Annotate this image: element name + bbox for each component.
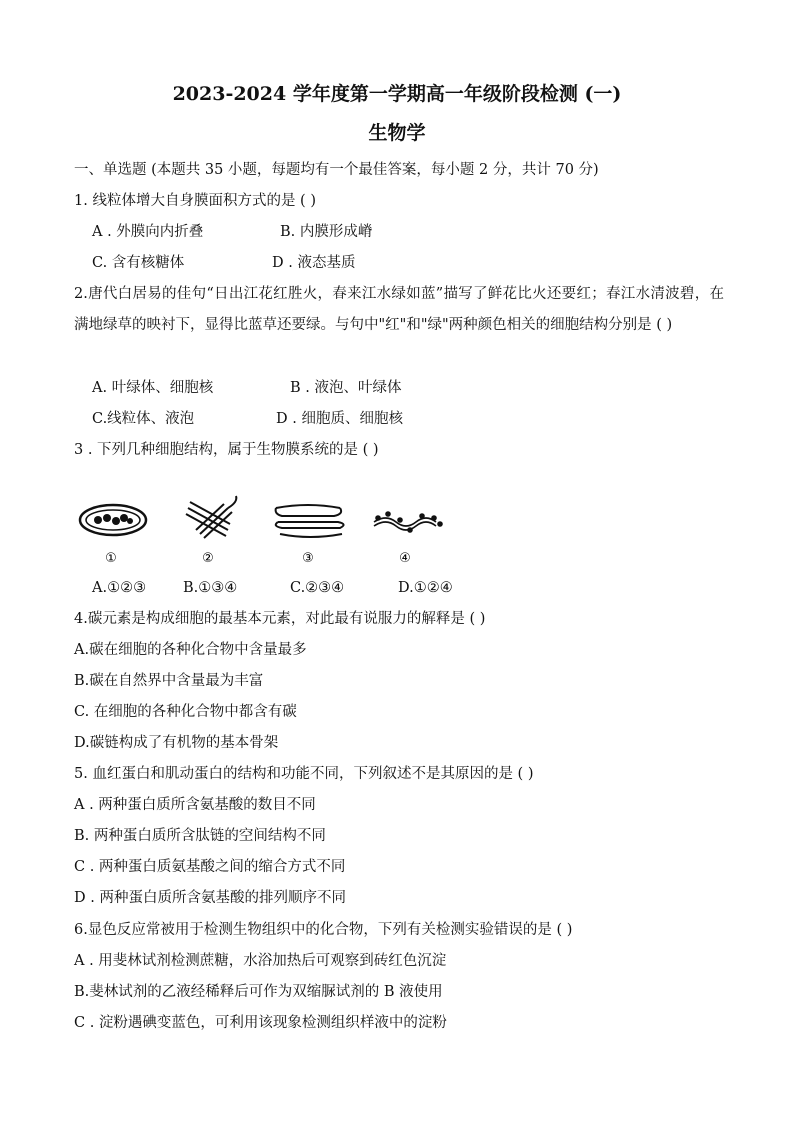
question-1-option-d: D . 液态基质 [272,255,356,271]
question-4-option-c: C. 在细胞的各种化合物中都含有碳 [74,704,297,720]
question-1-stem: 1. 线粒体增大自身膜面积方式的是 ( ) [74,193,316,209]
organelle-figure [78,494,458,574]
question-6-option-a: A . 用斐林试剂检测蔗糖，水浴加热后可观察到砖红色沉淀 [74,953,447,969]
organelle-label-4: ④ [399,551,411,566]
question-3-stem: 3 . 下列几种细胞结构，属于生物膜系统的是 ( ) [74,442,379,458]
question-4-stem: 4.碳元素是构成细胞的最基本元素，对此最有说服力的解释是 ( ) [74,611,486,627]
question-2-option-d: D . 细胞质、细胞核 [276,411,403,427]
question-3-option-b: B.①③④ [183,580,238,596]
organelle-3-drawing [276,505,344,537]
question-5-option-b: B. 两种蛋白质所含肽链的空间结构不同 [74,828,326,844]
organelle-4-drawing [374,512,442,532]
question-2-option-c: C.线粒体、液泡 [92,411,195,427]
question-4-option-a: A.碳在细胞的各种化合物中含量最多 [74,642,307,658]
question-1-option-a: A . 外膜向内折叠 [92,224,204,240]
section-heading: 一、单选题 (本题共 35 小题，每题均有一个最佳答案，每小题 2 分，共计 70 分) [74,162,599,178]
organelle-label-3: ③ [302,551,314,566]
question-5-stem: 5. 血红蛋白和肌动蛋白的结构和功能不同，下列叙述不是其原因的是 ( ) [74,766,534,782]
question-3-option-d: D.①②④ [398,580,453,596]
question-5-option-a: A . 两种蛋白质所含氨基酸的数目不同 [74,797,316,813]
question-6-stem: 6.显色反应常被用于检测生物组织中的化合物，下列有关检测实验错误的是 ( ) [74,922,573,938]
question-5-option-c: C . 两种蛋白质氨基酸之间的缩合方式不同 [74,859,346,875]
question-2-option-b: B . 液泡、叶绿体 [290,380,402,396]
question-6-option-c: C . 淀粉遇碘变蓝色，可利用该现象检测组织样液中的淀粉 [74,1015,447,1031]
organelle-label-1: ① [105,551,117,566]
question-4-option-b: B.碳在自然界中含量最为丰富 [74,673,264,689]
organelle-label-2: ② [202,551,214,566]
exam-title: 2023-2024 学年度第一学期高一年级阶段检测 (一) [172,83,622,105]
question-2-option-a: A. 叶绿体、细胞核 [92,380,214,396]
question-2-stem: 2.唐代白居易的佳句“日出江花红胜火，春来江水绿如蓝”描写了鲜花比火还要红；春江水清波碧，在满地绿草的映衬下，显得比蓝草还要绿。与句中"红"和"绿"两种颜色相关的细胞结构分别是 ( ) [74,286,724,333]
question-1-option-c: C. 含有核糖体 [92,255,185,271]
exam-subject: 生物学 [368,122,426,144]
question-4-option-d: D.碳链构成了有机物的基本骨架 [74,735,279,751]
question-6-option-b: B.斐林试剂的乙液经稀释后可作为双缩脲试剂的 B 液使用 [74,984,443,1000]
question-3-option-c: C.②③④ [290,580,345,596]
question-5-option-d: D . 两种蛋白质所含氨基酸的排列顺序不同 [74,890,346,906]
organelle-1-drawing [80,505,146,535]
question-1-option-b: B. 内膜形成嵴 [280,224,373,240]
question-3-option-a: A.①②③ [92,580,147,596]
organelle-2-drawing [186,496,236,538]
